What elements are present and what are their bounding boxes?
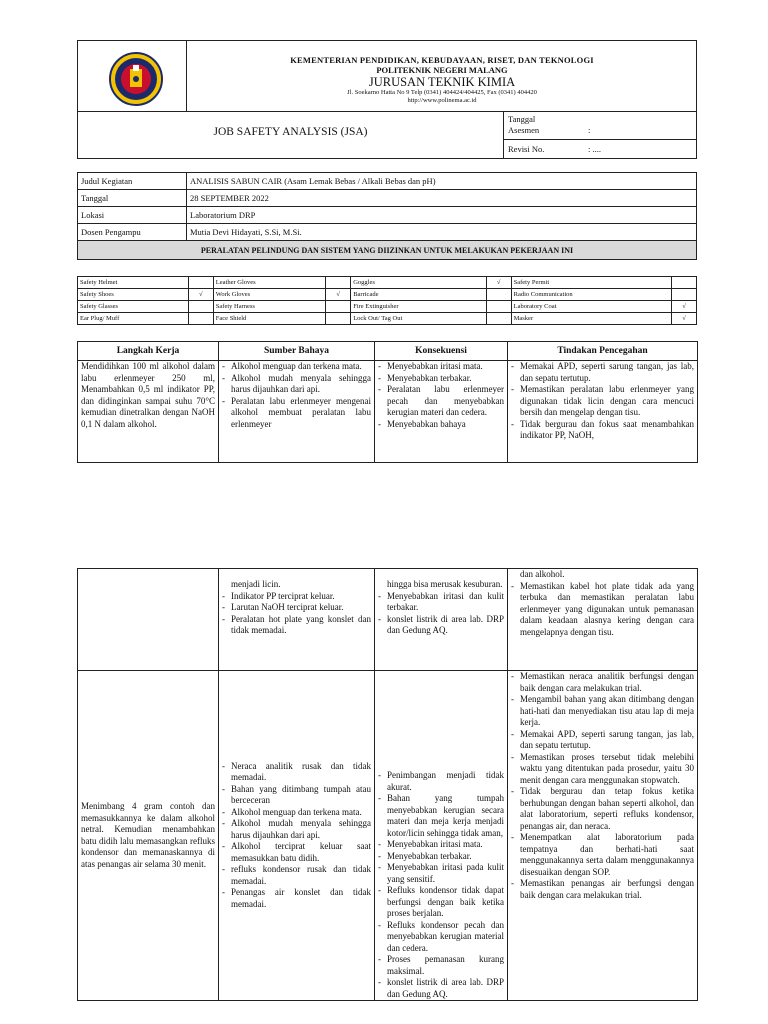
ppe-label: Face Shield bbox=[213, 313, 325, 325]
step-cell bbox=[78, 671, 219, 1001]
hazard-cell bbox=[219, 361, 375, 463]
ppe-check[interactable]: √ bbox=[672, 313, 697, 325]
consequence-item: - Peralatan labu erlenmeyer pecah dan menyebabkan kerugian materi dan cedera. bbox=[378, 384, 504, 419]
ppe-row bbox=[78, 301, 697, 313]
ppe-label: Safety Glasses bbox=[78, 301, 189, 313]
ppe-check[interactable] bbox=[672, 277, 697, 289]
ppe-label: Work Gloves bbox=[213, 289, 325, 301]
prevention-item: - Tidak bergurau dan fokus saat menambahkan indikator PP, NaOH, bbox=[511, 419, 694, 442]
info-row bbox=[78, 207, 697, 224]
ppe-heading: PERALATAN PELINDUNG DAN SISTEM YANG DIIZINKAN UNTUK MELAKUKAN PEKERJAAN INI bbox=[78, 241, 697, 260]
info-value: ANALISIS SABUN CAIR (Asam Lemak Bebas / Alkali Bebas dan pH) bbox=[187, 173, 697, 190]
prevention-cell bbox=[508, 569, 698, 671]
consequence-item: - Menyebabkan bahaya bbox=[378, 419, 504, 431]
consequence-item: - Menyebabkan iritasi mata. bbox=[378, 839, 504, 851]
meta-revisi-value: : .... bbox=[588, 144, 601, 154]
consequence-item: - Penimbangan menjadi tidak akurat. bbox=[378, 770, 504, 793]
consequence-cell bbox=[375, 671, 508, 1001]
prevention-item: - Memakai APD, seperti sarung tangan, jas lab, dan sepatu tertutup. bbox=[511, 361, 694, 384]
meta-asesmen-label: Asesmen bbox=[508, 125, 540, 135]
hazard-item: - Neraca analitik rusak dan tidak memadai. bbox=[222, 761, 371, 784]
prevention-item: - Memastikan kabel hot plate tidak ada yang terbuka dan memastikan peralatan labu erlenmeyer yang digunakan untuk pemanasan dalam keadaan alasnya kering dengan cara mengelapnya dengan tisu. bbox=[511, 581, 694, 639]
ppe-label: Laboratory Coat bbox=[511, 301, 671, 313]
ministry-name: KEMENTERIAN PENDIDIKAN, KEBUDAYAAN, RISET, DAN TEKNOLOGI bbox=[290, 55, 594, 65]
info-label: Judul Kegiatan bbox=[78, 173, 187, 190]
ppe-check[interactable] bbox=[486, 289, 511, 301]
ppe-row bbox=[78, 313, 697, 325]
hazard-item: - Alkohol menguap dan terkena mata. bbox=[222, 361, 371, 373]
hazard-item: - Peralatan labu erlenmeyer mengenai alkohol membuat peralatan labu erlenmeyer bbox=[222, 396, 371, 431]
jsa-row bbox=[78, 361, 698, 463]
meta-divider bbox=[503, 112, 504, 158]
jsa-header-row bbox=[78, 342, 698, 361]
ppe-check[interactable] bbox=[672, 289, 697, 301]
prevention-item: - Memastikan proses tersebut tidak melebihi waktu yang ditentukan pada prosedur, yaitu 30 menit dengan cara menggunakan stopwatch. bbox=[511, 752, 694, 787]
ppe-check[interactable]: √ bbox=[486, 277, 511, 289]
ppe-label: Safety Permit bbox=[511, 277, 671, 289]
col-header-consequence: Konsekuensi bbox=[375, 342, 508, 361]
hazard-item: - Alkohol mudah menyala sehingga harus dijauhkan dari api. bbox=[222, 373, 371, 396]
ppe-check[interactable] bbox=[326, 277, 351, 289]
step-cell-empty bbox=[78, 569, 219, 671]
letterhead-text bbox=[188, 55, 696, 105]
col-header-step: Langkah Kerja bbox=[78, 342, 219, 361]
ppe-label: Goggles bbox=[351, 277, 486, 289]
ppe-check[interactable] bbox=[188, 277, 213, 289]
ppe-check[interactable]: √ bbox=[188, 289, 213, 301]
activity-info-table bbox=[77, 172, 697, 260]
ppe-label: Ear Plug/ Muff bbox=[78, 313, 189, 325]
polinema-logo bbox=[106, 51, 166, 107]
website-link[interactable]: http://www.polinema.ac.id bbox=[407, 97, 477, 104]
info-value: Mutia Devi Hidayati, S.Si, M.Si. bbox=[187, 224, 697, 241]
prevention-item: - Mengambil bahan yang akan ditimbang dengan hati-hati dan menyediakan tisu atau lap di meja kerja. bbox=[511, 694, 694, 729]
info-value: 28 SEPTEMBER 2022 bbox=[187, 190, 697, 207]
ppe-label: Fire Extinguisher bbox=[351, 301, 486, 313]
info-label: Lokasi bbox=[78, 207, 187, 224]
meta-divider-h bbox=[503, 139, 696, 140]
col-header-hazard: Sumber Bahaya bbox=[219, 342, 375, 361]
jsa-row bbox=[78, 671, 698, 1001]
ppe-check[interactable] bbox=[326, 301, 351, 313]
consequence-item: - Menyebabkan terbakar. bbox=[378, 851, 504, 863]
step-text: Menimbang 4 gram contoh dan memasukkannya ke dalam alkohol netral. Kemudian menambahkan batu didih lalu memasangkan refluks kondensor dan memanaskannya di atas penangas air selama 30 menit. bbox=[81, 801, 215, 869]
prevention-item: - Memakai APD, seperti sarung tangan, jas lab, dan sepatu tertutup. bbox=[511, 729, 694, 752]
hazard-item: - Peralatan hot plate yang konslet dan tidak memadai. bbox=[222, 614, 371, 637]
prevention-continuation: dan alkohol. bbox=[520, 569, 565, 579]
doc-title: JOB SAFETY ANALYSIS (JSA) bbox=[213, 126, 368, 138]
meta-revisi-label: Revisi No. bbox=[508, 144, 545, 154]
step-cell bbox=[78, 361, 219, 463]
info-row bbox=[78, 190, 697, 207]
info-label: Dosen Pengampu bbox=[78, 224, 187, 241]
ppe-label: Barricade bbox=[351, 289, 486, 301]
ppe-checklist bbox=[77, 276, 697, 325]
info-row bbox=[78, 224, 697, 241]
letterhead-divider bbox=[186, 41, 187, 111]
ppe-check[interactable] bbox=[326, 313, 351, 325]
ppe-check[interactable] bbox=[188, 301, 213, 313]
prevention-cell bbox=[508, 671, 698, 1001]
consequence-item: - Proses pemanasan kurang maksimal. bbox=[378, 954, 504, 977]
meta-asesmen-value: : bbox=[588, 125, 591, 135]
jsa-table-page2 bbox=[77, 568, 698, 1001]
ppe-label: Radio Communication bbox=[511, 289, 671, 301]
info-value: Laboratorium DRP bbox=[187, 207, 697, 224]
info-label: Tanggal bbox=[78, 190, 187, 207]
prevention-item: - Tidak bergurau dan tetap fokus ketika berhubungan dengan bahan seperti alkohol, dan alat laboratorium, seperti refluks kondensor, penangas air, dan neraca. bbox=[511, 786, 694, 832]
ppe-label: Safety Shoes bbox=[78, 289, 189, 301]
ppe-label: Leather Gloves bbox=[213, 277, 325, 289]
consequence-cell bbox=[375, 569, 508, 671]
hazard-cell bbox=[219, 671, 375, 1001]
consequence-continuation: hingga bisa merusak kesuburan. bbox=[387, 579, 503, 589]
consequence-item: - Bahan yang tumpah menyebabkan kerugian secara materi dan meja kerja menjadi kotor/licin sehingga tidak aman, bbox=[378, 793, 504, 839]
meta-tanggal-label: Tanggal bbox=[508, 114, 536, 124]
ppe-check[interactable]: √ bbox=[326, 289, 351, 301]
ppe-check[interactable] bbox=[486, 313, 511, 325]
hazard-continuation: menjadi licin. bbox=[231, 579, 281, 589]
consequence-item: - Menyebabkan iritasi dan kulit terbakar. bbox=[378, 591, 504, 614]
hazard-item: - refluks kondensor rusak dan tidak memadai. bbox=[222, 864, 371, 887]
col-header-prevention: Tindakan Pencegahan bbox=[508, 342, 698, 361]
hazard-item: - Indikator PP terciprat keluar. bbox=[222, 591, 371, 603]
ppe-check[interactable] bbox=[486, 301, 511, 313]
consequence-cell bbox=[375, 361, 508, 463]
prevention-item: - Memastikan penangas air berfungsi dengan baik dengan cara melakukan trial. bbox=[511, 878, 694, 901]
prevention-item: - Memastikan peralatan labu erlenmeyer yang digunakan tidak licin dengan cara mencuci bersih dan mengelap dengan tisu. bbox=[511, 384, 694, 419]
consequence-item: - konslet listrik di area lab. DRP dan Gedung AQ. bbox=[378, 614, 504, 637]
hazard-item: - Larutan NaOH terciprat keluar. bbox=[222, 602, 371, 614]
consequence-item: - Menyebabkan terbakar. bbox=[378, 373, 504, 385]
ppe-heading-row bbox=[78, 241, 697, 260]
jsa-table-page1 bbox=[77, 341, 698, 463]
hazard-item: - Penangas air konslet dan tidak memadai. bbox=[222, 887, 371, 910]
ppe-label: Safety Helmet bbox=[78, 277, 189, 289]
title-row bbox=[77, 111, 697, 159]
hazard-cell bbox=[219, 569, 375, 671]
step-text: Mendidihkan 100 ml alkohol dalam labu erlenmeyer 250 ml, Menambahkan 0,5 ml indikator PP, dan didinginkan sampai suhu 70°C kemudian dinetralkan dengan NaOH 0,1 N dalam alkohol. bbox=[81, 361, 215, 429]
address: Jl. Soekarno Hatta No 9 Telp (0341) 404424/404425, Fax (0341) 404420 bbox=[347, 89, 537, 96]
ppe-label: Lock Out/ Tag Out bbox=[351, 313, 486, 325]
consequence-item: - Menyebabkan iritasi pada kulit yang sensitif. bbox=[378, 862, 504, 885]
consequence-item: - Refluks kondensor pecah dan menyebabkan kerugian material dan cedera. bbox=[378, 920, 504, 955]
hazard-item: - Alkohol menguap dan terkena mata. bbox=[222, 807, 371, 819]
prevention-item: - Memastikan neraca analitik berfungsi dengan baik dengan cara melakukan trial. bbox=[511, 671, 694, 694]
consequence-item: - Refluks kondensor tidak dapat berfungsi dengan baik ketika proses berjalan. bbox=[378, 885, 504, 920]
ppe-row bbox=[78, 277, 697, 289]
ppe-row bbox=[78, 289, 697, 301]
letterhead bbox=[77, 40, 697, 112]
hazard-item: - Alkohol mudah menyala sehingga harus dijauhkan dari api. bbox=[222, 818, 371, 841]
consequence-item: - konslet listrik di area lab. DRP dan Gedung AQ. bbox=[378, 977, 504, 1000]
institution-name: POLITEKNIK NEGERI MALANG bbox=[376, 65, 508, 75]
department-name: JURUSAN TEKNIK KIMIA bbox=[368, 75, 516, 89]
consequence-item: - Menyebabkan iritasi mata. bbox=[378, 361, 504, 373]
jsa-row-continued bbox=[78, 569, 698, 671]
hazard-item: - Bahan yang ditimbang tumpah atau berceceran bbox=[222, 784, 371, 807]
hazard-item: - Alkohol terciprat keluar saat memasukkan batu didih. bbox=[222, 841, 371, 864]
prevention-cell bbox=[508, 361, 698, 463]
ppe-check[interactable] bbox=[188, 313, 213, 325]
ppe-label: Safety Harness bbox=[213, 301, 325, 313]
prevention-item: - Menempatkan alat laboratorium pada tempatnya dan berhati-hati saat menggunakannya serta dalam menggunakannya disesuaikan dengan SOP. bbox=[511, 832, 694, 878]
info-row bbox=[78, 173, 697, 190]
ppe-label: Masker bbox=[511, 313, 671, 325]
ppe-check[interactable]: √ bbox=[672, 301, 697, 313]
